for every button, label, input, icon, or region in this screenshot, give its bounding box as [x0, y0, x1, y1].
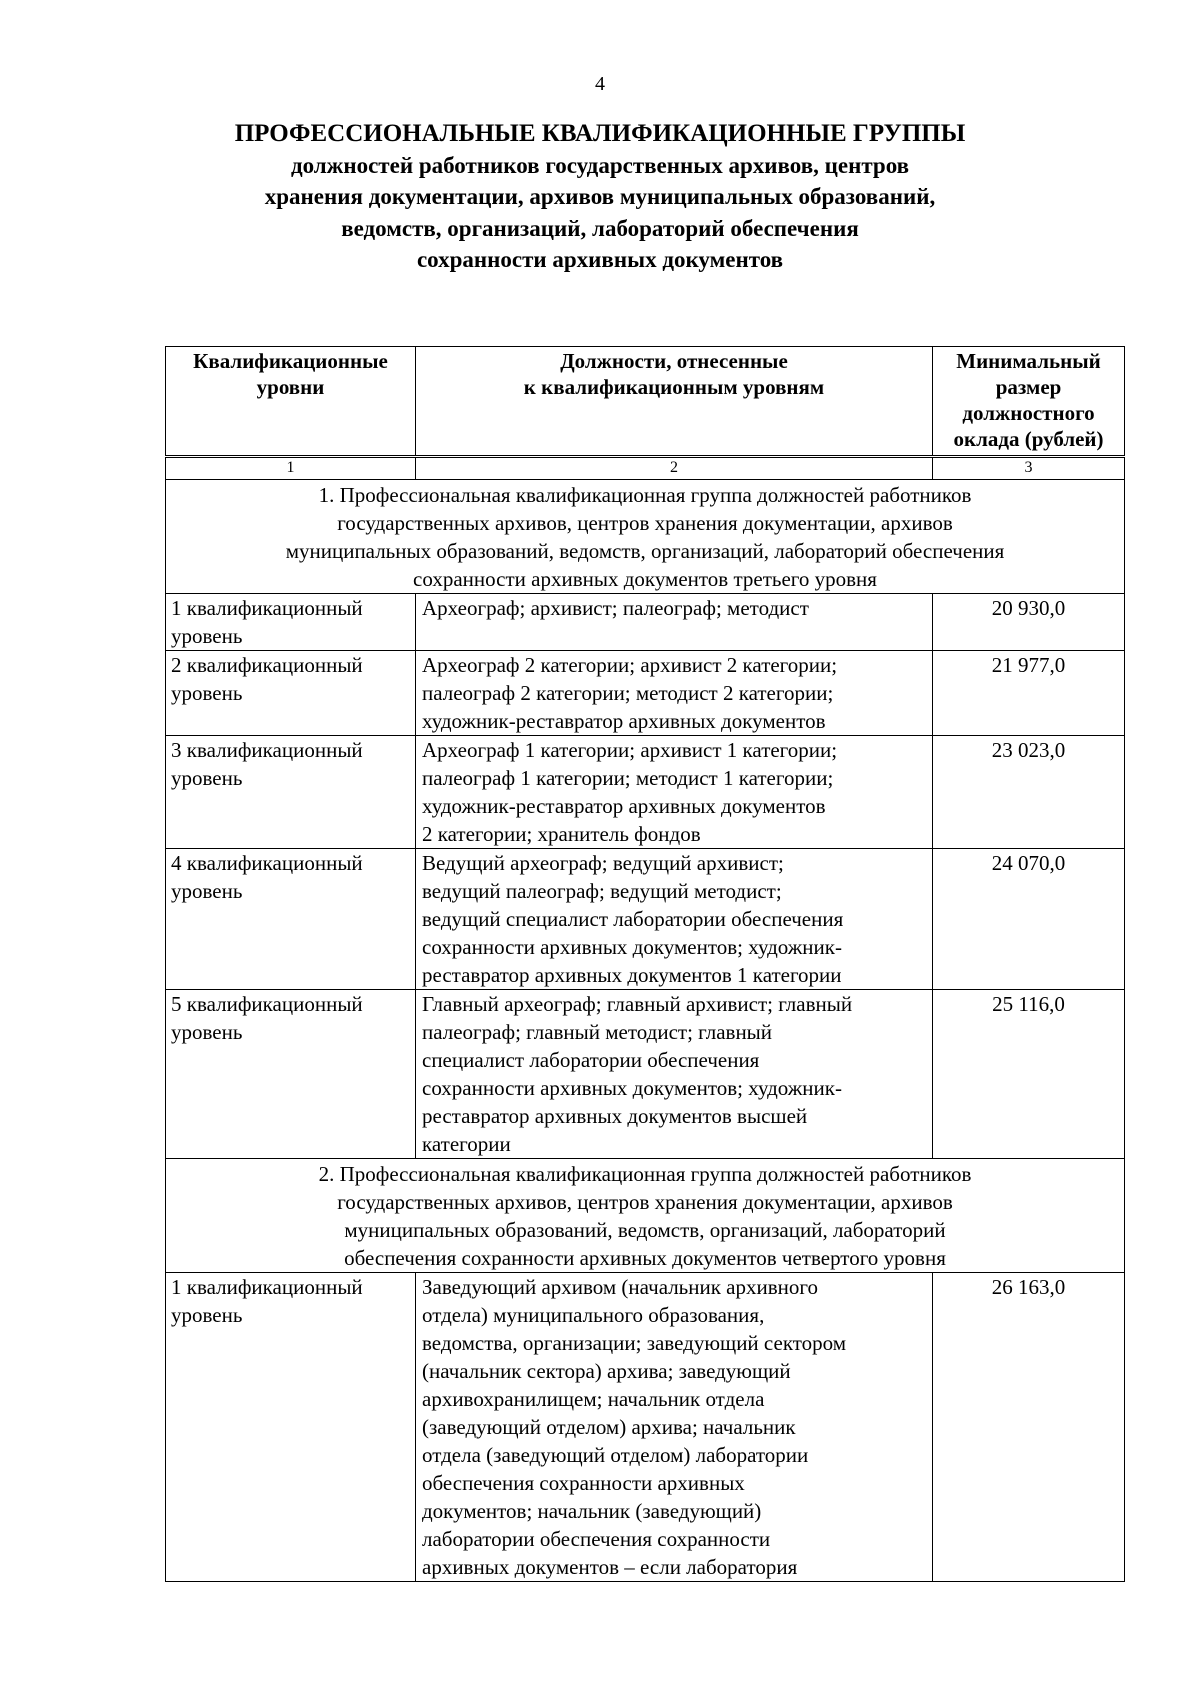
group-heading-line: муниципальных образований, ведомств, организаций, лабораторий [344, 1218, 946, 1242]
position-line: художник-реставратор архивных документов [422, 709, 826, 733]
header-line: оклада (рублей) [953, 427, 1104, 451]
level-line: уровень [171, 1303, 243, 1327]
position-line: отдела (заведующий отделом) лаборатории [422, 1443, 809, 1467]
level-line: уровень [171, 681, 243, 705]
level-line: уровень [171, 879, 243, 903]
level-line: 4 квалификационный [171, 851, 363, 875]
header-line: должностного [962, 401, 1095, 425]
level-line: 2 квалификационный [171, 653, 363, 677]
position-line: ведущий палеограф; ведущий методист; [422, 879, 782, 903]
group-heading-line: муниципальных образований, ведомств, организаций, лабораторий обеспечения [285, 539, 1005, 563]
header-line: размер [995, 375, 1062, 399]
positions-cell [416, 1273, 933, 1582]
header-levels [166, 347, 416, 456]
position-line: специалист лаборатории обеспечения [422, 1048, 760, 1072]
title-line: должностей работников государственных архивов, центров [290, 152, 910, 178]
salary-cell: 24 070,0 [933, 849, 1125, 990]
page-number: 4 [595, 73, 605, 95]
salary-cell: 26 163,0 [933, 1273, 1125, 1582]
position-line: палеограф; главный методист; главный [422, 1020, 773, 1044]
salary-cell: 21 977,0 [933, 651, 1125, 736]
salary-cell: 20 930,0 [933, 594, 1125, 651]
position-line: архивных документов – если лаборатория [422, 1555, 798, 1579]
position-line: реставратор архивных документов высшей [422, 1104, 808, 1128]
level-line: уровень [171, 624, 243, 648]
position-line: Главный археограф; главный архивист; главный [422, 992, 853, 1016]
position-line: палеограф 2 категории; методист 2 категории; [422, 681, 834, 705]
position-line: лаборатории обеспечения сохранности [422, 1527, 771, 1551]
level-line: 1 квалификационный [171, 596, 363, 620]
qualification-table [165, 457, 1124, 1582]
title-line: ведомств, организаций, лабораторий обеспечения [341, 215, 859, 241]
salary-cell: 23 023,0 [933, 736, 1125, 849]
salary-cell: 25 116,0 [933, 990, 1125, 1159]
group-heading-row [166, 480, 1125, 594]
position-line: сохранности архивных документов; художник- [422, 935, 842, 959]
position-line: Археограф 1 категории; архивист 1 категории; [422, 738, 838, 762]
position-line: ведущий специалист лаборатории обеспечения [422, 907, 844, 931]
group-heading-line: обеспечения сохранности архивных документов четвертого уровня [344, 1246, 946, 1270]
document-title [170, 118, 1030, 276]
group-heading-row [166, 1159, 1125, 1273]
level-line: 5 квалификационный [171, 992, 363, 1016]
level-line: уровень [171, 766, 243, 790]
level-line: 1 квалификационный [171, 1275, 363, 1299]
table-row [166, 990, 1125, 1159]
position-line: Заведующий архивом (начальник архивного [422, 1275, 818, 1299]
group-heading-line: 2. Профессиональная квалификационная группа должностей работников [318, 1162, 972, 1186]
table-row [166, 736, 1125, 849]
position-line: (начальник сектора) архива; заведующий [422, 1359, 791, 1383]
position-line: ведомства, организации; заведующий сектором [422, 1331, 847, 1355]
position-line: Ведущий археограф; ведущий архивист; [422, 851, 784, 875]
position-line: Археограф; архивист; палеограф; методист [422, 596, 809, 620]
positions-cell [416, 990, 933, 1159]
position-line: архивохранилищем; начальник отдела [422, 1387, 765, 1411]
group-heading-line: 1. Профессиональная квалификационная группа должностей работников [318, 483, 972, 507]
position-line: обеспечения сохранности архивных [422, 1471, 745, 1495]
column-number-row [166, 458, 1125, 480]
header-line: к квалификационным уровням [523, 375, 825, 399]
header-positions [416, 347, 933, 456]
group-heading-line: государственных архивов, центров хранения документации, архивов [337, 1190, 953, 1214]
table-row [166, 594, 1125, 651]
position-line: реставратор архивных документов 1 категории [422, 963, 842, 987]
position-line: (заведующий отделом) архива; начальник [422, 1415, 796, 1439]
title-line: сохранности архивных документов [416, 247, 784, 272]
position-line: категории [422, 1132, 511, 1156]
table-row [166, 1273, 1125, 1582]
position-line: палеограф 1 категории; методист 1 категории; [422, 766, 834, 790]
positions-cell [416, 736, 933, 849]
title-line: хранения документации, архивов муниципальных образований, [264, 184, 936, 209]
level-line: уровень [171, 1020, 243, 1044]
group-heading-line: государственных архивов, центров хранения документации, архивов [337, 511, 953, 535]
header-line: Должности, отнесенные [560, 349, 788, 373]
table-row [166, 849, 1125, 990]
level-cell [166, 990, 416, 1159]
table-row [166, 651, 1125, 736]
level-cell [166, 736, 416, 849]
positions-cell [416, 849, 933, 990]
header-line: уровни [256, 375, 325, 399]
group-heading-line: сохранности архивных документов третьего уровня [413, 567, 877, 591]
level-cell [166, 849, 416, 990]
header-line: Квалификационные [193, 349, 388, 373]
group-heading [166, 480, 1125, 594]
column-number: 3 [933, 458, 1125, 480]
level-cell [166, 651, 416, 736]
position-line: 2 категории; хранитель фондов [422, 822, 701, 846]
column-number: 1 [166, 458, 416, 480]
positions-cell [416, 594, 933, 651]
table-header [165, 346, 1124, 456]
position-line: художник-реставратор архивных документов [422, 794, 826, 818]
header-salary [933, 347, 1125, 456]
level-cell [166, 1273, 416, 1582]
position-line: Археограф 2 категории; архивист 2 категории; [422, 653, 838, 677]
positions-cell [416, 651, 933, 736]
level-cell [166, 594, 416, 651]
position-line: отдела) муниципального образования, [422, 1303, 765, 1327]
header-line: Минимальный [956, 349, 1101, 373]
position-line: сохранности архивных документов; художник- [422, 1076, 842, 1100]
group-heading [166, 1159, 1125, 1273]
level-line: 3 квалификационный [171, 738, 363, 762]
position-line: документов; начальник (заведующий) [422, 1499, 762, 1523]
column-number: 2 [416, 458, 933, 480]
title-line: ПРОФЕССИОНАЛЬНЫЕ КВАЛИФИКАЦИОННЫЕ ГРУППЫ [234, 120, 966, 147]
